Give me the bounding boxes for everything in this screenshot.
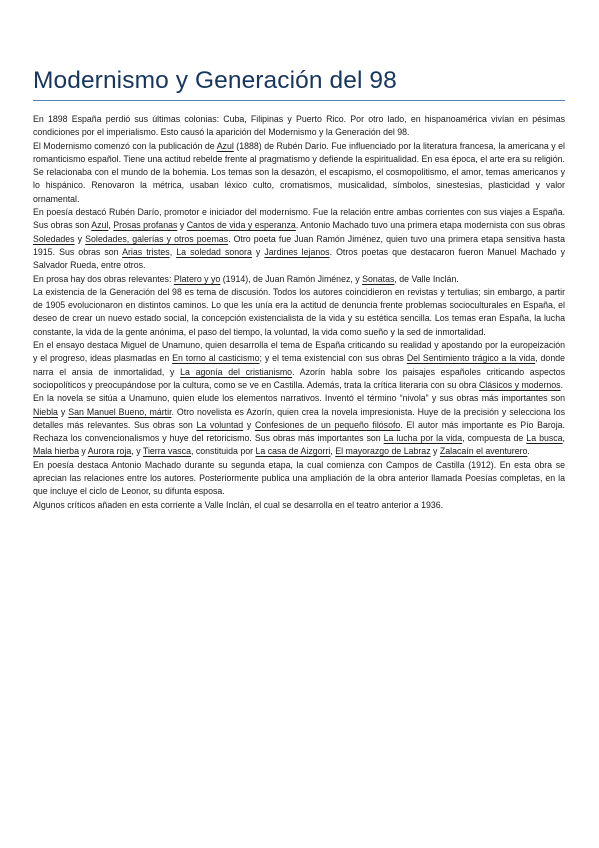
work-title: Sonatas bbox=[362, 273, 395, 284]
paragraph-text: (1914), de Juan Ramón Jiménez, y bbox=[220, 273, 363, 284]
work-title: Soledades, galerías y otros poemas bbox=[85, 233, 229, 244]
work-title: La soledad sonora bbox=[176, 246, 252, 257]
paragraph-text: y bbox=[74, 233, 86, 244]
paragraph-3 bbox=[33, 206, 565, 272]
paragraph-text: . Azorín habla sobre los paisajes españoles criticando aspectos sociopolíticos y preocupándose por la cultura, como se ve en Castilla. Además, trata la crítica literaria con su obra bbox=[33, 366, 566, 390]
paragraph-8 bbox=[33, 459, 565, 499]
paragraph-4 bbox=[33, 273, 565, 286]
work-title: Del Sentimiento trágico a la vida bbox=[406, 353, 536, 364]
work-title: Platero y yo bbox=[173, 273, 221, 284]
work-title: Mala hierba bbox=[33, 446, 79, 457]
paragraph-text: y bbox=[251, 246, 265, 257]
paragraph-text: , bbox=[108, 220, 114, 231]
work-title: Jardines lejanos bbox=[264, 246, 330, 257]
paragraph-9 bbox=[33, 499, 565, 512]
paragraph-text: y bbox=[177, 220, 187, 231]
title-divider bbox=[33, 100, 565, 101]
paragraph-text: En poesía destaca Antonio Machado durante su segunda etapa, la cual comienza con Campos de Castilla (1912). En esta obra se aprecian las relaciones entre los autores. Posteriormente publica una ampliación de la obra anterior llamada Poesías completas, en la que incluye el ciclo de Leonor, su difunta esposa. bbox=[33, 459, 565, 497]
paragraph-text: y bbox=[78, 446, 88, 457]
work-title: San Manuel Bueno, mártir bbox=[68, 406, 172, 417]
paragraph-7 bbox=[33, 392, 565, 458]
paragraph-text: . Otros poetas que destacaron fueron Manuel Machado y Salvador Rueda, entre otros. bbox=[33, 246, 566, 271]
paragraph-text: , donde narra el ansia de inmortalidad, y bbox=[33, 353, 565, 377]
work-title: La agonía del cristianismo bbox=[180, 366, 293, 377]
paragraph-text: En 1898 España perdió sus últimas colonias: Cuba, Filipinas y Puerto Rico. Por otro lado, en hispanoamérica vivían en pésimas condiciones por el imperialismo. Esto causó la aparición del Modernismo y la Generación del 98. bbox=[33, 114, 565, 138]
paragraph-text: , compuesta de bbox=[462, 433, 527, 444]
work-title: La voluntad bbox=[196, 419, 244, 430]
work-title: El mayorazgo de Labraz bbox=[335, 446, 431, 457]
paragraph-text: , bbox=[562, 433, 565, 444]
paragraph-2 bbox=[33, 140, 565, 206]
paragraph-6 bbox=[33, 339, 565, 392]
work-title: Cantos de vida y esperanza bbox=[186, 220, 296, 231]
work-title: La busca bbox=[526, 433, 563, 444]
paragraph-text: , bbox=[330, 446, 336, 457]
work-title: Arias tristes bbox=[122, 246, 170, 257]
work-title: Niebla bbox=[33, 406, 58, 417]
paragraph-text: , constituida por bbox=[190, 446, 256, 457]
paragraph-text: . bbox=[560, 379, 564, 390]
paragraph-text: . bbox=[527, 446, 530, 457]
paragraph-text: (1888) de Rubén Darío. Fue influenciado por la literatura francesa, la americana y el romanticismo español. Tiene una actitud rebelde frente al pragmatismo y defiende la espiritualidad. En esa época, el arte era su religión. Se relacionaba con el mundo de la bohemia. Los temas son la desazón, el escapismo, el cosmopolitismo, el amor, temas americanos y lo hispánico. Renovaron la métrica, usaban léxico culto, cromatismos, musicalidad, símbolos, sinestesias, plasticidad y valor ornamental. bbox=[33, 140, 565, 204]
paragraph-text: y bbox=[57, 406, 69, 417]
work-title: Zalacaín el aventurero bbox=[439, 446, 528, 457]
paragraph-text: ; y el tema existencial con sus obras bbox=[259, 353, 407, 364]
page-title: Modernismo y Generación del 98 bbox=[33, 67, 397, 94]
work-title: En torno al casticismo bbox=[172, 353, 260, 364]
paragraph-text: , bbox=[169, 246, 177, 257]
work-title: Confesiones de un pequeño filósofo bbox=[254, 419, 401, 430]
paragraph-text: . Otro novelista es Azorín, quien crea la novela impresionista. Huye de la precisión y selecciona los detalles más relevantes. Sus obras son bbox=[33, 406, 565, 430]
paragraph-text: . Antonio Machado tuvo una primera etapa modernista con sus obras bbox=[295, 220, 565, 231]
paragraph-text: , y bbox=[131, 446, 143, 457]
work-title: Azul bbox=[91, 220, 109, 231]
work-title: Soledades bbox=[33, 233, 75, 244]
work-title: Prosas profanas bbox=[113, 220, 178, 231]
paragraph-text: y bbox=[430, 446, 440, 457]
work-title: Clásicos y modernos bbox=[478, 379, 561, 390]
work-title: Tierra vasca bbox=[142, 446, 191, 457]
paragraph-text: En prosa hay dos obras relevantes: bbox=[33, 273, 174, 284]
paragraph-1 bbox=[33, 113, 565, 140]
work-title: La casa de Aizgorri bbox=[255, 446, 331, 457]
paragraph-text: En poesía destacó Rubén Darío, promotor e iniciador del modernismo. Fue la relación entre ambas corrientes con sus viajes a España. Sus obras son bbox=[33, 207, 565, 231]
document-body bbox=[33, 113, 565, 512]
work-title: Azul bbox=[216, 140, 234, 151]
paragraph-text: Algunos críticos añaden en esta corriente a Valle Inclán, el cual se desarrolla en el teatro anterior a 1936. bbox=[33, 499, 444, 510]
work-title: Aurora roja bbox=[87, 446, 132, 457]
paragraph-text: El Modernismo comenzó con la publicación de bbox=[33, 140, 217, 151]
paragraph-text: La existencia de la Generación del 98 es tema de discusión. Todos los autores coincidieron en revistas y tertulias; sin embargo, a partir de 1905 evolucionaron en distintos caminos. Lo que les unía era la actitud de denuncia frente problemas socioculturales en España, el deseo de crear un nuevo estado social, la concepción existencialista de la vida y su estética sencilla. Los temas eran España, la lucha constante, la vida de la gente anónima, el paso del tiempo, la voluntad, la vida como sueño y la sed de inmortalidad. bbox=[33, 286, 565, 337]
paragraph-text: y bbox=[243, 419, 255, 430]
paragraph-text: En el ensayo destaca Miguel de Unamuno, quien desarrolla el tema de España criticando su realidad y apostando por la europeización y el progreso, ideas plasmadas en bbox=[33, 340, 565, 364]
paragraph-text: En la novela se sitúa a Unamuno, quien elude los elementos narrativos. Inventó el término “nivola” y sus obras más importantes son bbox=[33, 393, 565, 404]
work-title: La lucha por la vida bbox=[383, 433, 463, 444]
paragraph-text: . El autor más importante es Pío Baroja. Rechaza los convencionalismos y huye del retoricismo. Sus obras más importantes son bbox=[33, 419, 565, 444]
paragraph-text: . Otro poeta fue Juan Ramón Jiménez, quien tuvo una primera etapa sensitiva hasta 1915. Sus obras son bbox=[33, 233, 565, 257]
paragraph-text: , de Valle Inclán. bbox=[394, 273, 459, 284]
paragraph-5 bbox=[33, 286, 565, 339]
